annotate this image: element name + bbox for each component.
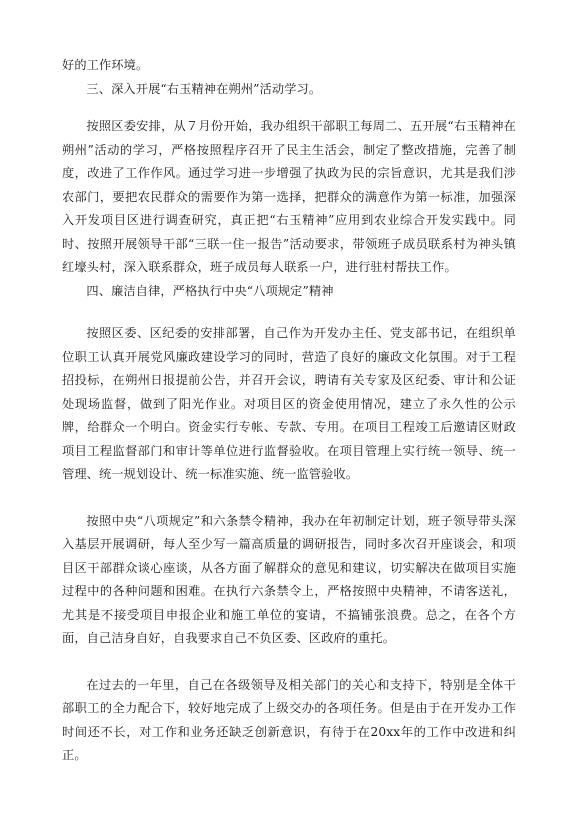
paragraph-section-3: 按照区委安排，从７月份开始，我办组织干部职工每周二、五开展“右玉精神在朔州”活动的学习，严格按照程序召开了民主生活会，制定了整改措施，完善了制度，改进了工作作风。通过学习进一步增强了执政为民的宗旨意识，尤其是我们涉农部门，要把农民群众的需要作为第一选择，把群众的满意作为第一标准，加强深入开发项目区进行调查研究，真正把“右玉精神”应用到农业综合开发实践中。同时、按照开展领导干部“三联一住一报告”活动要求，带领班子成员联系村为神头镇红壕头村，深入联系群众，班子成员每人联系一户，进行驻村帮扶工作。 xyxy=(62,119,516,274)
paragraph-section-4-a: 按照区委、区纪委的安排部署，自己作为开发办主任、党支部书记，在组织单位职工认真开展党风廉政建设学习的同时，营造了良好的廉政文化氛围。对于工程招投标，在朔州日报提前公告，并召开会议，聘请有关专家及区纪委、审计和公证处现场监督，做到了阳光作业。对项目区的资金使用情况，建立了永久性的公示牌，给群众一个明白。资金实行专帐、专款、专用。在项目工程竣工后邀请区财政项目工程监督部门和审计等单位进行监督验收。在项目管理上实行统一领导、统一管理、统一规划设计、统一标准实施、统一监管验收。 xyxy=(62,326,516,481)
paragraph-summary: 在过去的一年里，自己在各级领导及相关部门的关心和支持下，特别是全体干部职工的全力配合下，较好地完成了上级交办的各项任务。但是由于在开发办工作时间还不长，对工作和业务还缺乏创新意识，有待于在20xx年的工作中改进和纠正。 xyxy=(62,677,516,762)
section-heading-3: 三、深入开展“右玉精神在朔州”活动学习。 xyxy=(86,81,322,96)
paragraph-continuation: 好的工作环境。 xyxy=(62,58,149,72)
paragraph-section-4-b: 按照中央“八项规定”和六条禁令精神，我办在年初制定计划，班子领导带头深入基层开展调研，每人至少写一篇高质量的调研报告，同时多次召开座谈会，和项目区干部群众谈心座谈，从各方面了解群众的意见和建议，切实解决在做项目实施过程中的各种问题和困难。在执行六条禁令上，严格按照中央精神，不请客送礼，尤其是不接受项目申报企业和施工单位的宴请，不搞铺张浪费。总之，在各个方面，自己洁身自好，自我要求自己不负区委、区政府的重托。 xyxy=(62,513,516,645)
section-heading-4: 四、廉洁自律，严格执行中央“八项规定”精神 xyxy=(86,283,334,298)
